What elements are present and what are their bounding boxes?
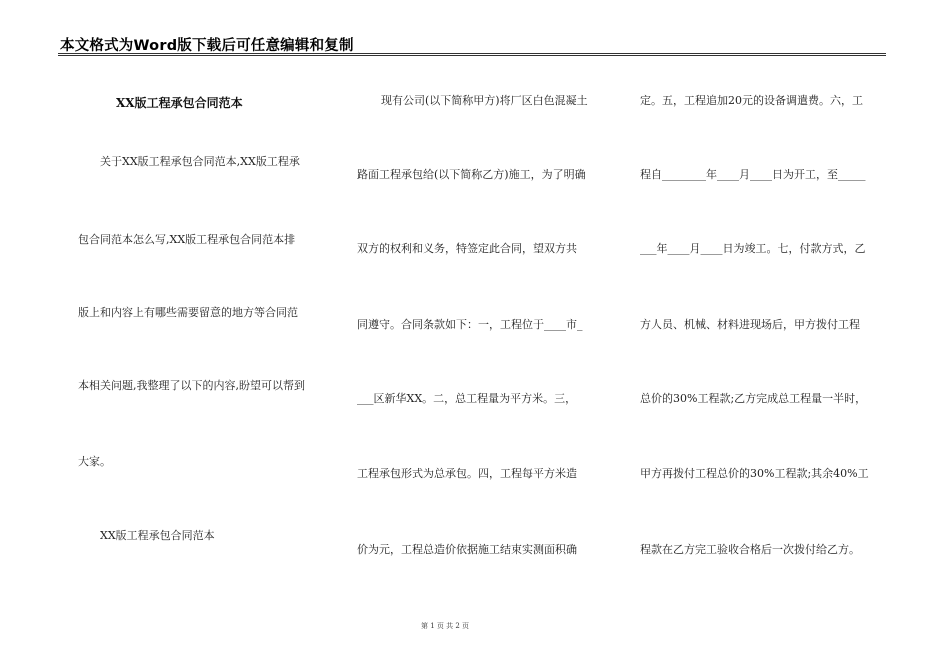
text-line: 甲方再拨付工程总价的30%工程款;其余40%工 [640, 467, 869, 480]
text-line: 方人员、机械、材料进现场后，甲方拨付工程 [640, 318, 860, 331]
text-line: 定。五，工程追加20元的设备调遣费。六，工 [640, 94, 863, 107]
page-number-footer: 第 1 页 共 2 页 [420, 622, 470, 630]
text-line: 大家。 [78, 455, 111, 468]
section-heading: XX版工程承包合同范本 [100, 529, 215, 542]
header-divider-bottom [58, 55, 886, 56]
text-line: 程自________年____月____日为开工，至_____ [640, 168, 866, 181]
text-line: 程款在乙方完工验收合格后一次拨付给乙方。 [640, 543, 860, 556]
text-line: 本相关问题,我整理了以下的内容,盼望可以帮到 [78, 379, 305, 392]
text-line: 版上和内容上有哪些需要留意的地方等合同范 [78, 306, 298, 319]
text-line: 包合同范本怎么写,XX版工程承包合同范本排 [78, 233, 296, 246]
document-title: XX版工程承包合同范本 [116, 96, 243, 110]
text-line: 现有公司(以下简称甲方)将厂区白色混凝土 [381, 94, 588, 107]
text-line: ___年____月____日为竣工。七，付款方式，乙 [640, 242, 866, 255]
text-line: 总价的30%工程款;乙方完成总工程量一半时， [640, 392, 867, 405]
text-line: 路面工程承包给(以下简称乙方)施工，为了明确 [357, 168, 586, 181]
text-line: 价为元，工程总造价依据施工结束实测面积确 [357, 543, 577, 556]
text-line: 同遵守。合同条款如下：一，工程位于____市_ [357, 318, 583, 331]
text-line: 双方的权利和义务，特签定此合同，望双方共 [357, 242, 577, 255]
header-divider-top [58, 53, 886, 54]
page-header-title: 本文格式为Word版下载后可任意编辑和复制 [60, 38, 354, 54]
text-line: 工程承包形式为总承包。四，工程每平方米造 [357, 467, 577, 480]
text-line: ___区新华XX。二，总工程量为平方米。三， [357, 392, 577, 405]
text-line: 关于XX版工程承包合同范本,XX版工程承 [100, 155, 300, 168]
